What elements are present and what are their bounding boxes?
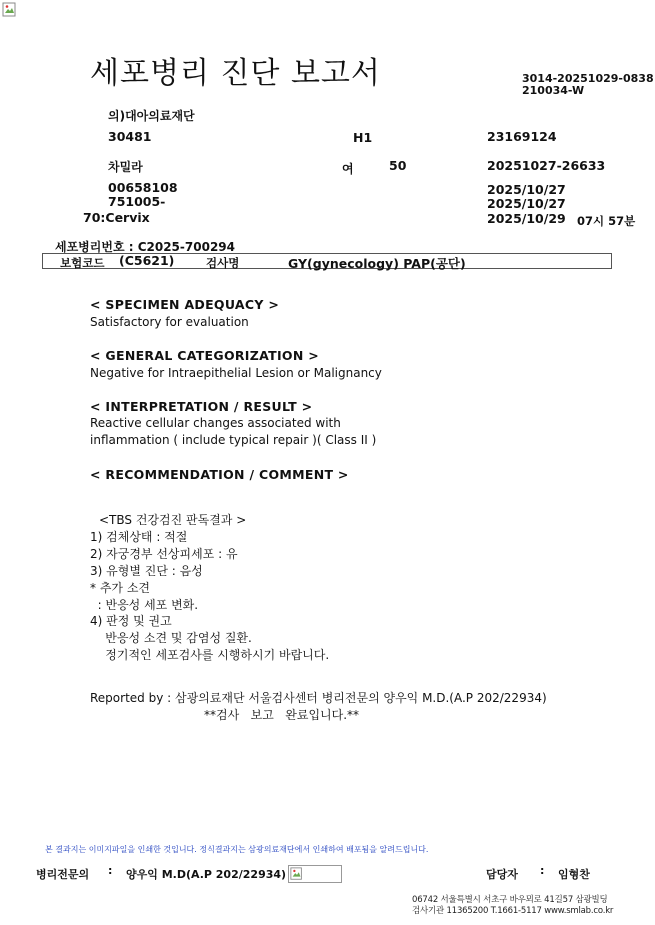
- interpretation-line1: Reactive cellular changes associated with: [90, 416, 341, 430]
- specimen-adequacy-heading: < SPECIMEN ADEQUACY >: [90, 297, 280, 312]
- cytology-number: 세포병리번호 : C2025-700294: [55, 240, 235, 254]
- tbs-line: * 추가 소견: [90, 581, 150, 595]
- interpretation-heading: < INTERPRETATION / RESULT >: [90, 399, 313, 414]
- tbs-line: : 반응성 세포 변화.: [90, 598, 199, 612]
- tbs-line: 2) 자궁경부 선상피세포 : 유: [90, 547, 238, 561]
- pathologist-colon: :: [108, 864, 113, 877]
- specimen-site: 70:Cervix: [83, 210, 150, 225]
- request-number: 20251027-26633: [487, 158, 606, 173]
- insurance-code-label: 보험코드: [60, 256, 105, 270]
- tbs-line: 1) 검체상태 : 적절: [90, 530, 188, 544]
- ward: H1: [353, 130, 373, 145]
- collection-date: 2025/10/27: [487, 182, 566, 197]
- specimen-adequacy-text: Satisfactory for evaluation: [90, 315, 249, 329]
- general-categorization-text: Negative for Intraepithelial Lesion or Malignancy: [90, 366, 382, 380]
- patient-id: 00658108: [108, 180, 178, 195]
- institution-code: 30481: [108, 129, 152, 144]
- report-time: 07시 57분: [577, 214, 636, 228]
- tbs-line: 정기적인 세포검사를 시행하시기 바랍니다.: [90, 648, 330, 662]
- recommendation-heading: < RECOMMENDATION / COMMENT >: [90, 467, 349, 482]
- patient-birth: 751005-: [108, 194, 166, 209]
- patient-age: 50: [389, 158, 407, 173]
- lab-address: 06742 서울특별시 서초구 바우뫼로 41길57 삼광빌딩: [412, 895, 608, 905]
- insurance-code: (C5621): [119, 253, 175, 268]
- lab-contact: 검사기관 11365200 T.1661-5117 www.smlab.co.kr: [412, 906, 614, 916]
- manager-name: 임형찬: [558, 868, 590, 881]
- pathologist-name: 양우익 M.D(A.P 202/22934): [126, 868, 287, 881]
- tbs-line: 반응성 소견 및 감염성 질환.: [90, 631, 252, 645]
- receipt-date: 2025/10/27: [487, 196, 566, 211]
- interpretation-line2: inflammation ( include typical repair )( Class II ): [90, 433, 377, 447]
- signature-image-icon: [288, 865, 342, 883]
- chart-number: 23169124: [487, 129, 557, 144]
- tbs-heading: <TBS 건강검진 판독결과 >: [99, 513, 247, 527]
- report-title: 세포병리 진단 보고서: [90, 56, 381, 91]
- manager-label: 담당자: [486, 868, 518, 881]
- report-date: 2025/10/29: [487, 211, 566, 226]
- tbs-line: 4) 판정 및 권고: [90, 614, 172, 628]
- institution-name: 의)대아의료재단: [108, 109, 195, 123]
- test-name-label: 검사명: [206, 256, 240, 270]
- pathologist-label: 병리전문의: [36, 868, 90, 881]
- tbs-line: 3) 유형별 진단 : 음성: [90, 564, 203, 578]
- reported-by: Reported by : 삼광의료재단 서울검사센터 병리전문의 양우익 M.D.(A.P 202/22934): [90, 691, 547, 705]
- general-categorization-heading: < GENERAL CATEGORIZATION >: [90, 348, 320, 363]
- image-print-notice: 본 결과지는 이미지파일을 인쇄한 것입니다. 정식결과지는 삼광의료재단에서 인쇄하여 배포됨을 알려드립니다.: [45, 845, 429, 854]
- patient-name: 차밀라: [108, 160, 143, 174]
- patient-sex: 여: [342, 162, 354, 176]
- report-complete-note: **검사 보고 완료입니다.**: [204, 708, 360, 722]
- manager-colon: :: [540, 864, 545, 877]
- broken-image-icon: [2, 2, 18, 18]
- test-name: GY(gynecology) PAP(공단): [288, 256, 466, 271]
- report-code-line1: 3014-20251029-0838: [522, 72, 654, 85]
- report-code-line2: 210034-W: [522, 84, 585, 97]
